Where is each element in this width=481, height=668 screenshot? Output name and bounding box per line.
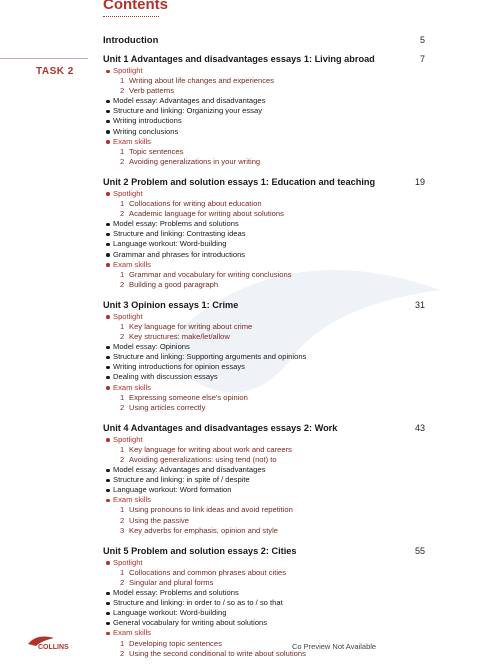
bullet-text: Structure and linking: in order to / so as to / so that [113, 598, 283, 608]
toc-sub-item [103, 199, 423, 209]
toc-bullet-item [103, 312, 423, 322]
unit-title: Unit 2 Problem and solution essays 1: Education and teaching [103, 176, 376, 187]
toc-unit [103, 422, 426, 536]
sub-item-number: 1 [120, 269, 125, 279]
page-title: Contents [103, 0, 168, 13]
toc-bullet-item [103, 96, 423, 106]
toc-bullet-item [103, 598, 423, 608]
bullet-text: Model essay: Advantages and disadvantages [113, 96, 266, 106]
bullet-text: Model essay: Advantages and disadvantages [113, 465, 266, 475]
unit-title: Unit 3 Opinion essays 1: Crime [103, 299, 239, 310]
sub-item-text: Key language for writing about crime [129, 321, 253, 331]
sub-item-text: Key structures: make/let/allow [129, 332, 230, 342]
sub-item-number: 3 [120, 525, 125, 535]
bullet-text: Language workout: Word-building [113, 608, 227, 618]
sub-item-text: Singular and plural forms [129, 577, 214, 587]
sub-item-text: Writing about life changes and experiences [129, 76, 275, 86]
toc-bullet-item [103, 352, 423, 362]
toc-bullet-item [103, 189, 423, 199]
sub-item-text: Verb patterns [129, 86, 175, 96]
bullet-text: Model essay: Opinions [113, 342, 190, 352]
toc-bullet-item [103, 628, 423, 638]
toc-sub-item [103, 568, 423, 578]
unit-title: Unit 4 Advantages and disadvantages essays 2: Work [103, 422, 338, 433]
sub-item-number: 1 [120, 321, 125, 331]
unit-heading[interactable] [103, 53, 423, 66]
sub-item-number: 1 [120, 444, 125, 454]
toc-bullet-item [103, 137, 423, 147]
toc-bullet-item [103, 239, 423, 249]
toc-bullet-item [103, 465, 423, 475]
toc-sub-item [103, 157, 423, 167]
bullet-text: Structure and linking: Contrasting ideas [113, 229, 246, 239]
unit-page-number: 43 [415, 422, 426, 433]
sub-item-text: Avoiding generalizations in your writing [129, 156, 261, 166]
bullet-text: Structure and linking: Organizing your essay [113, 106, 262, 116]
sub-item-text: Building a good paragraph [129, 279, 219, 289]
toc-bullet-item [103, 485, 423, 495]
unit-heading[interactable] [103, 176, 426, 189]
toc-bullet-item [103, 127, 423, 137]
bullet-text: Structure and linking: Supporting arguments and opinions [113, 352, 307, 362]
sub-item-number: 1 [120, 392, 125, 402]
toc-bullet-item [103, 435, 423, 445]
sub-item-number: 2 [120, 332, 125, 342]
sub-item-text: Expressing someone else's opinion [129, 392, 248, 402]
bullet-text: Writing introductions for opinion essays [113, 362, 245, 372]
toc-bullet-item [103, 116, 423, 126]
toc-sub-item [103, 516, 423, 526]
toc-bullet-item [103, 608, 423, 618]
toc-bullet-item [103, 372, 423, 382]
sub-item-number: 2 [120, 279, 125, 289]
sub-item-number: 2 [120, 455, 125, 464]
publisher-brand-text: COLLINS [38, 644, 69, 651]
unit-heading[interactable] [103, 299, 426, 312]
sub-item-number: 2 [120, 156, 125, 166]
toc-sub-item [103, 445, 423, 455]
sub-item-number: 2 [120, 209, 125, 219]
bullet-text: Model essay: Problems and solutions [113, 219, 239, 229]
bullet-text: Exam skills [113, 136, 151, 146]
toc-bullet-item [103, 260, 423, 270]
sub-item-text: Grammar and vocabulary for writing conclusions [129, 269, 292, 279]
sub-item-number: 1 [120, 567, 125, 577]
sub-item-text: Topic sentences [129, 146, 184, 156]
sub-item-text: Collocations for writing about education [129, 199, 262, 209]
introduction-label: Introduction [103, 35, 159, 46]
bullet-text: Exam skills [113, 628, 151, 638]
toc-bullet-item [103, 618, 423, 628]
toc-sub-item [103, 147, 423, 157]
unit-heading[interactable] [103, 422, 426, 435]
toc-bullet-item [103, 250, 423, 260]
unit-heading[interactable] [103, 545, 426, 558]
table-of-contents [103, 35, 426, 668]
toc-bullet-item [103, 558, 423, 568]
sub-item-text: Collocations and common phrases about cities [129, 567, 287, 577]
bullet-text: Writing introductions [113, 116, 182, 126]
toc-unit [103, 176, 426, 290]
toc-sub-item [103, 280, 423, 290]
bullet-text: Structure and linking: in spite of / despite [113, 475, 250, 485]
toc-unit [103, 53, 423, 167]
sub-item-number: 1 [120, 505, 125, 515]
bullet-text: Writing conclusions [113, 126, 179, 136]
sub-item-number: 1 [120, 199, 125, 209]
unit-page-number: 19 [415, 176, 426, 187]
bullet-text: Spotlight [113, 557, 143, 567]
unit-title: Unit 5 Problem and solution essays 2: Cities [103, 545, 297, 556]
sub-item-text: Key language for writing about work and careers [129, 444, 292, 454]
unit-page-number: 55 [415, 545, 426, 556]
toc-sub-item [103, 455, 423, 465]
toc-sub-item [103, 393, 423, 403]
sub-item-text: Using the passive [129, 515, 189, 525]
sub-item-text: Using articles correctly [129, 402, 206, 412]
task-divider [0, 58, 88, 59]
bullet-text: Exam skills [113, 495, 151, 505]
introduction-page-number: 5 [419, 35, 425, 45]
unit-page-number: 7 [419, 54, 425, 64]
sub-item-text: Avoiding generalizations: using tend (not) to [129, 455, 277, 464]
toc-bullet-item [103, 342, 423, 352]
toc-unit [103, 299, 426, 413]
bullet-text: Grammar and phrases for introductions [113, 249, 246, 259]
bullet-text: Spotlight [113, 311, 143, 321]
unit-page-number: 31 [415, 299, 426, 310]
toc-sub-item [103, 270, 423, 280]
toc-bullet-item [103, 106, 423, 116]
sub-item-text: Academic language for writing about solutions [129, 209, 284, 219]
bullet-text: Exam skills [113, 382, 151, 392]
bullet-text: Language workout: Word-building [113, 239, 227, 249]
toc-bullet-item [103, 362, 423, 372]
sub-item-text: Key adverbs for emphasis, opinion and style [129, 525, 279, 535]
toc-sub-item [103, 578, 423, 588]
toc-sub-item [103, 526, 423, 536]
bullet-text: Exam skills [113, 259, 151, 269]
sub-item-number: 1 [120, 76, 125, 86]
toc-bullet-item [103, 219, 423, 229]
footer-note: Co Preview Not Available [292, 642, 377, 651]
toc-introduction-row[interactable] [103, 35, 423, 53]
toc-bullet-item [103, 475, 423, 485]
toc-bullet-item [103, 495, 423, 505]
sub-item-number: 2 [120, 648, 125, 658]
bullet-text: General vocabulary for writing about solutions [113, 618, 268, 628]
toc-bullet-item [103, 383, 423, 393]
bullet-text: Spotlight [113, 434, 143, 444]
toc-sub-item [103, 76, 423, 86]
sub-item-number: 2 [120, 577, 125, 587]
toc-bullet-item [103, 66, 423, 76]
unit-title: Unit 1 Advantages and disadvantages essays 1: Living abroad [103, 54, 375, 64]
sub-item-text: Developing topic sentences [129, 638, 222, 648]
toc-sub-item [103, 332, 423, 342]
toc-bullet-item [103, 588, 423, 598]
title-underline [103, 16, 159, 17]
toc-sub-item [103, 209, 423, 219]
toc-sub-item [103, 505, 423, 515]
bullet-text: Spotlight [113, 66, 143, 75]
toc-sub-item [103, 322, 423, 332]
toc-bullet-item [103, 229, 423, 239]
bullet-text: Model essay: Problems and solutions [113, 588, 239, 598]
sub-item-number: 2 [120, 402, 125, 412]
bullet-text: Language workout: Word formation [113, 485, 232, 495]
toc-sub-item [103, 403, 423, 413]
toc-sub-item [103, 86, 423, 96]
units-list [103, 53, 426, 659]
task-label: TASK 2 [36, 66, 74, 77]
bullet-text: Dealing with discussion essays [113, 372, 218, 382]
sub-item-text: Using the second conditional to write about solutions [129, 648, 306, 658]
sub-item-number: 2 [120, 515, 125, 525]
sub-item-number: 1 [120, 146, 125, 156]
bullet-text: Spotlight [113, 188, 143, 198]
sub-item-text: Using pronouns to link ideas and avoid repetition [129, 505, 293, 515]
sub-item-number: 1 [120, 638, 125, 648]
sub-item-number: 2 [120, 86, 125, 96]
